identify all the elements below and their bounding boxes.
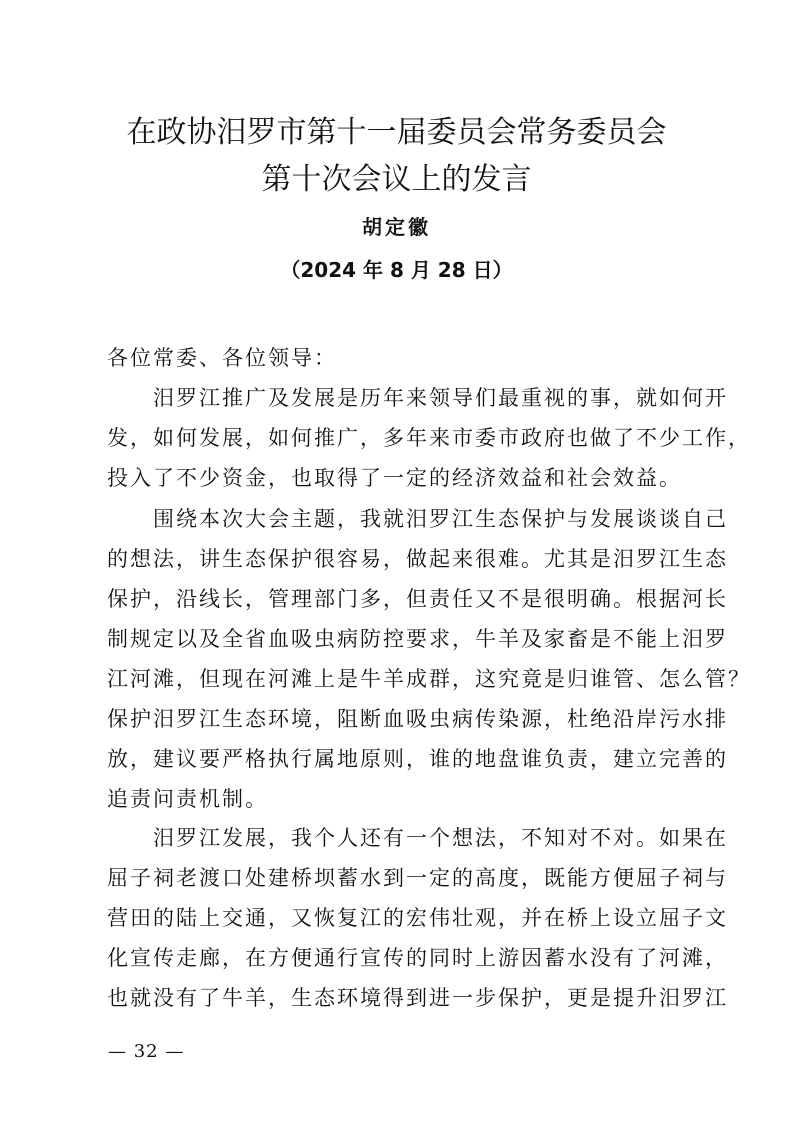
document-title-line-2: 第十次会议上的发言 <box>261 162 532 197</box>
paragraph-2 <box>107 499 751 819</box>
paragraph-3-line: 汨罗江发展，我个人还有一个想法，不知对不对。如果在 <box>153 826 728 850</box>
paragraph-3-line: 屈子祠老渡口处建桥坝蓄水到一定的高度，既能方便屈子祠与 <box>107 866 728 890</box>
paragraph-1-line: 发，如何发展，如何推广，多年来市委市政府也做了不少工作， <box>107 426 751 450</box>
paragraph-2-line: 追责问责机制。 <box>107 787 268 811</box>
paragraph-3 <box>107 818 728 1018</box>
paragraph-3-line: 营田的陆上交通，又恢复江的宏伟壮观，并在桥上设立屈子文 <box>107 906 728 930</box>
paragraph-2-line: 放，建议要严格执行属地原则，谁的地盘谁负责，建立完善的 <box>107 747 728 771</box>
paragraph-1-line: 投入了不少资金，也取得了一定的经济效益和社会效益。 <box>107 466 682 490</box>
paragraph-2-line: 保护，沿线长，管理部门多，但责任又不是很明确。根据河长 <box>107 587 728 611</box>
paragraph-1-line: 汨罗江推广及发展是历年来领导们最重视的事，就如何开 <box>153 386 728 410</box>
author-name: 胡定徽 <box>362 215 431 239</box>
document-title-line-1: 在政协汨罗市第十一届委员会常务委员会 <box>126 115 667 150</box>
paragraph-2-line: 围绕本次大会主题，我就汨罗江生态保护与发展谈谈自己 <box>153 507 728 531</box>
speech-date: （2024 年 8 月 28 日） <box>280 258 513 282</box>
paragraph-1 <box>107 378 751 498</box>
paragraph-2-line: 江河滩，但现在河滩上是牛羊成群，这究竟是归谁管、怎么管？ <box>107 667 751 691</box>
page-number: — 32 — <box>108 1041 185 1062</box>
paragraph-3-line: 化宣传走廊，在方便通行宣传的同时上游因蓄水没有了河滩， <box>107 946 728 970</box>
paragraph-3-line: 也就没有了牛羊，生态环境得到进一步保护，更是提升汨罗江 <box>107 986 728 1010</box>
paragraph-2-line: 的想法，讲生态保护很容易，做起来很难。尤其是汨罗江生态 <box>107 547 728 571</box>
paragraph-2-line: 制规定以及全省血吸虫病防控要求，牛羊及家畜是不能上汨罗 <box>107 627 728 651</box>
salutation: 各位常委、各位领导： <box>107 346 337 370</box>
paragraph-2-line: 保护汨罗江生态环境，阻断血吸虫病传染源，杜绝沿岸污水排 <box>107 707 728 731</box>
